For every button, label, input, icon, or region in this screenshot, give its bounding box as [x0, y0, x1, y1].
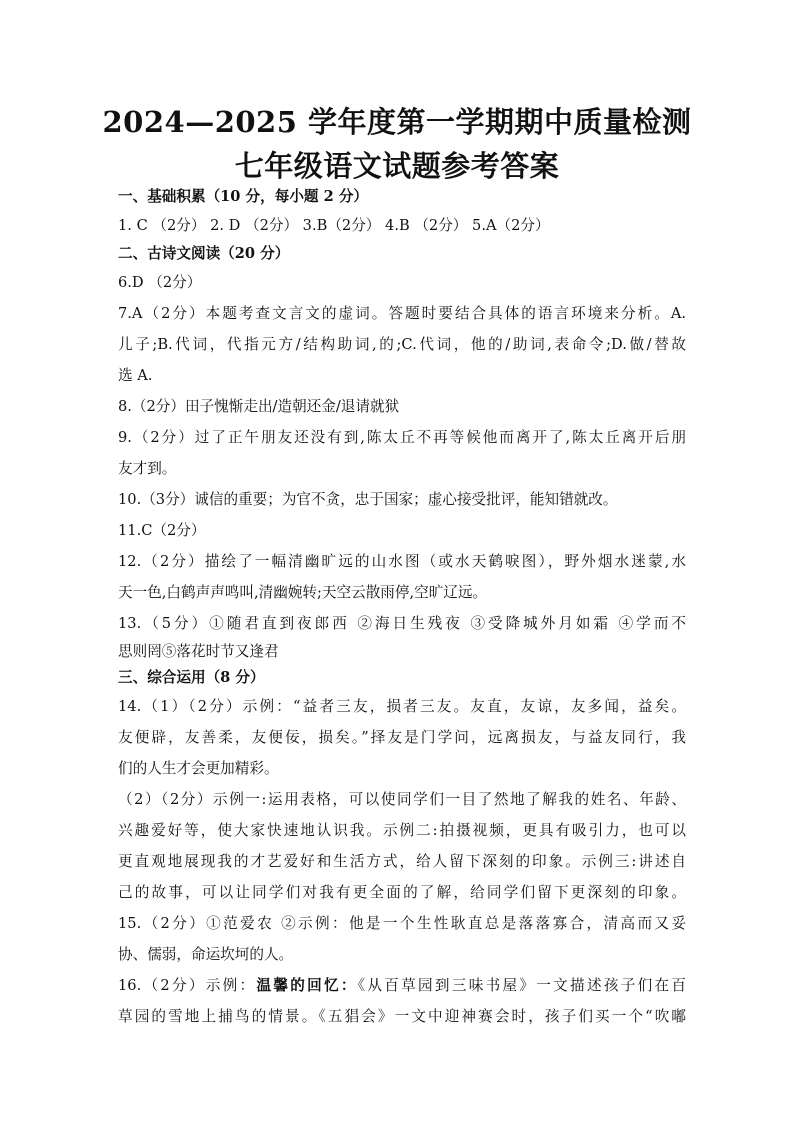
answer-q14-line3: 们的人生才会更加精彩。: [118, 760, 279, 777]
answer-q14b-line4: 己的故事，可以让同学们对我有更全面的了解，给同学们留下更深刻的印象。: [118, 884, 686, 901]
answer-q16-bold-label: 温馨的回忆：: [256, 977, 358, 994]
answer-q11: 11.C（2分）: [118, 522, 206, 539]
answer-content: [118, 184, 686, 1032]
section-heading-comprehensive: 三、综合运用（8 分）: [118, 669, 265, 686]
answer-q7-line2: 儿子;B.代词，代指元方/结构助词,的;C.代词，他的/助词,表命令;D.做/替故: [118, 336, 686, 353]
answer-q7-line3: 选 A.: [118, 367, 153, 384]
page-title: 2024—2025 学年度第一学期期中质量检测: [102, 105, 692, 139]
answer-q16-prefix: 16.（2分）示例：: [118, 977, 257, 994]
section-heading-poetry: 二、古诗文阅读（20 分）: [118, 245, 290, 262]
answer-q16-line1: [118, 970, 686, 1001]
answer-q14-line2: 友便辟，友善柔，友便佞，损矣。”择友是门学问，远离损友，与益友同行，我: [118, 729, 686, 746]
answer-q12-line1: 12.（2分）描绘了一幅清幽旷远的山水图（或水天鹤唳图），野外烟水迷蒙,水: [118, 553, 686, 570]
answer-q16-line1-text: 《从百草园到三味书屋》一文描述孩子们在百: [357, 977, 686, 994]
answer-q15-line1: 15.（2分）①范爱农 ②示例：他是一个生性耿直总是落落寡合，清高而又妥: [118, 915, 686, 932]
answer-q7-line1: 7.A（2分）本题考查文言文的虚词。答题时要结合具体的语言环境来分析。A.: [118, 305, 686, 322]
answer-q1-5: 1. C （2分） 2. D （2分） 3.B（2分） 4.B （2分） 5.A（2分）: [118, 217, 550, 234]
answer-q14b-line3: 更直观地展现我的才艺爱好和生活方式，给人留下深刻的印象。示例三:讲述自: [118, 853, 686, 870]
answer-q9-line2: 友才到。: [118, 460, 177, 477]
answer-q13-line2: 思则罔⑤落花时节又逢君: [118, 643, 279, 660]
answer-q8: 8.（2分）田子愧惭走出/造朝还金/退请就狱: [118, 398, 400, 415]
answer-q13-line1: 13.（5分）①随君直到夜郎西 ②海日生残夜 ③受降城外月如霜 ④学而不: [118, 615, 686, 632]
answer-q6: 6.D （2分）: [118, 274, 202, 291]
section-heading-basic: 一、基础积累（10 分，每小题 2 分）: [118, 188, 369, 205]
answer-q12-line2: 天一色,白鹤声声鸣叫,清幽婉转;天空云散雨停,空旷辽远。: [118, 584, 488, 601]
answer-q14b-line1: （2）（2分）示例一:运用表格，可以使同学们一目了然地了解我的姓名、年龄、: [118, 791, 686, 808]
answer-q14b-line2: 兴趣爱好等，使大家快速地认识我。示例二:拍摄视频，更具有吸引力，也可以: [118, 822, 686, 839]
answer-q14-line1: 14.（1）（2分）示例：“益者三友，损者三友。友直，友谅，友多闻，益矣。: [118, 698, 686, 715]
answer-q9-line1: 9.（2分）过了正午朋友还没有到,陈太丘不再等候他而离开了,陈太丘离开后朋: [118, 429, 686, 446]
answer-q16-line2: 草园的雪地上捕鸟的情景。《五猖会》一文中迎神赛会时，孩子们买一个“吹嘟: [118, 1008, 686, 1025]
answer-q15-line2: 协、儒弱，命运坎坷的人。: [118, 946, 294, 963]
answer-q10: 10.（3分）诚信的重要；为官不贪，忠于国家；虚心接受批评，能知错就改。: [118, 491, 618, 508]
page-subtitle: 七年级语文试题参考答案: [234, 149, 560, 183]
